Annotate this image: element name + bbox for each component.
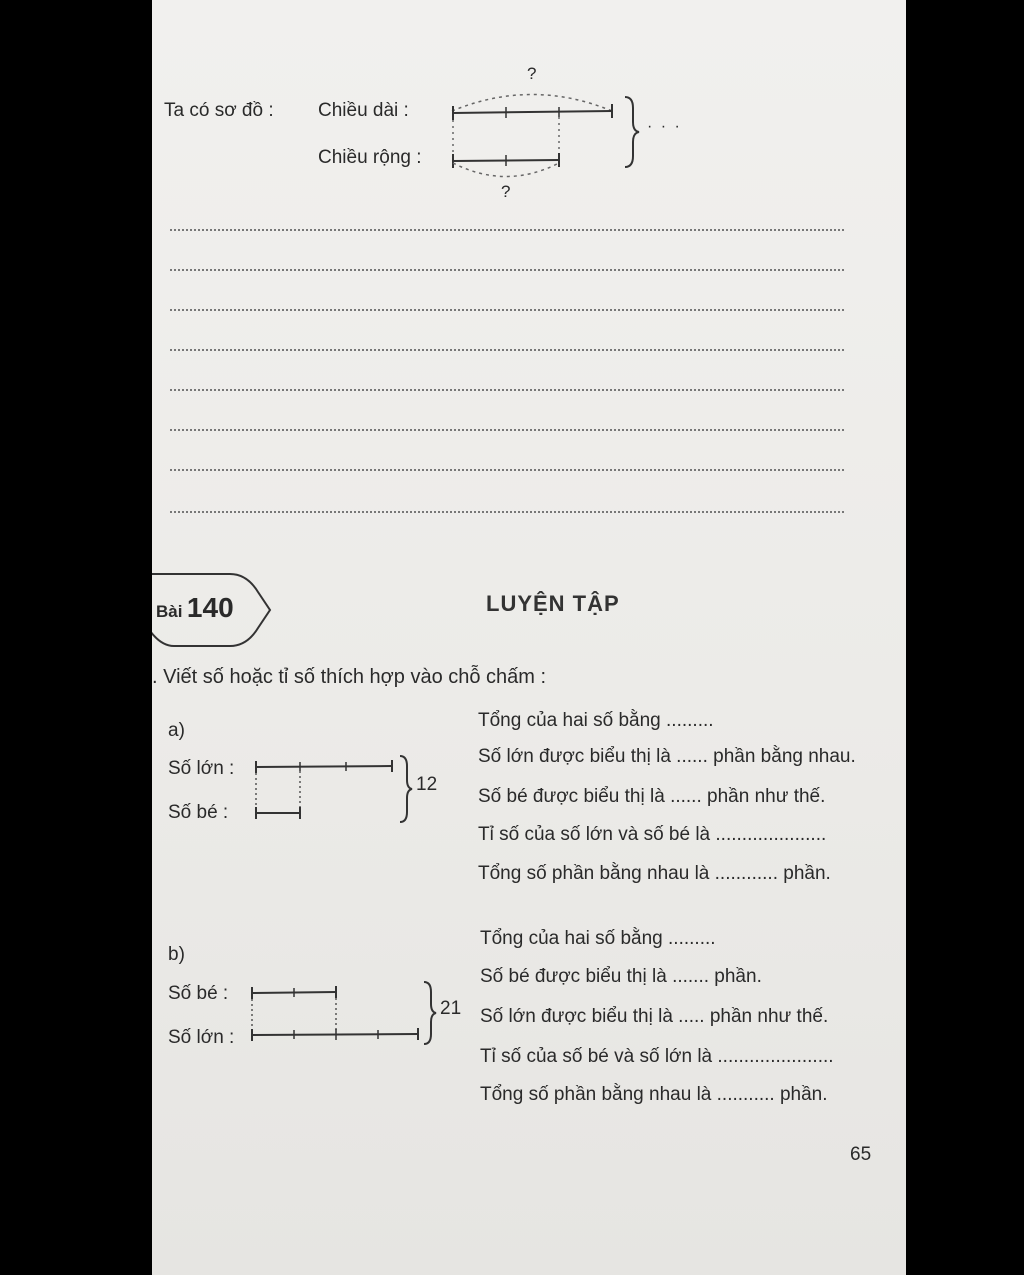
answer-line[interactable] — [170, 469, 844, 471]
part-b-total: 21 — [440, 998, 462, 1019]
answer-line[interactable] — [170, 389, 844, 391]
part-b-line-5: Tổng số phần bằng nhau là ........... phần. — [480, 1084, 828, 1105]
length-label: Chiều dài : — [318, 100, 409, 121]
part-a-line-3: Số bé được biểu thị là ...... phần như thế. — [478, 786, 826, 807]
answer-line[interactable] — [170, 429, 844, 431]
page-number: 65 — [850, 1144, 872, 1165]
answer-line[interactable] — [170, 349, 844, 351]
question-mark-top: ? — [527, 64, 537, 83]
part-a-big-label: Số lớn : — [168, 758, 235, 779]
lesson-badge — [156, 592, 234, 624]
question-mark-bottom: ? — [501, 182, 511, 201]
part-a-line-4: Tỉ số của số lớn và số bé là ..................... — [478, 824, 827, 845]
length-width-diagram — [152, 0, 906, 230]
part-b-big-label: Số lớn : — [168, 1027, 235, 1048]
brace-ellipsis: · · · — [647, 118, 682, 135]
answer-line[interactable] — [170, 511, 844, 513]
part-a-small-label: Số bé : — [168, 802, 229, 823]
part-b-label: b) — [168, 944, 185, 965]
diagram-intro: Ta có sơ đồ : — [164, 100, 274, 121]
part-a-line-1: Tổng của hai số bằng ......... — [478, 710, 714, 731]
part-b-segment-diagram — [152, 970, 462, 1060]
exercise-instruction: . Viết số hoặc tỉ số thích hợp vào chỗ chấm : — [152, 666, 547, 688]
part-a-line-5: Tổng số phần bằng nhau là ............ phần. — [478, 863, 831, 884]
lesson-badge-word: Bài — [156, 602, 183, 621]
answer-line[interactable] — [170, 309, 844, 311]
part-b-line-2: Số bé được biểu thị là ....... phần. — [480, 966, 762, 987]
part-b-line-3: Số lớn được biểu thị là ..... phần như thế. — [480, 1006, 829, 1027]
width-label: Chiều rộng : — [318, 147, 422, 168]
answer-line[interactable] — [170, 269, 844, 271]
part-a-line-2: Số lớn được biểu thị là ...... phần bằng nhau. — [478, 746, 856, 767]
part-a-total: 12 — [416, 774, 438, 795]
answer-line[interactable] — [170, 229, 844, 231]
part-a-segment-diagram — [152, 740, 452, 840]
lesson-title: LUYỆN TẬP — [486, 591, 620, 616]
part-b-line-1: Tổng của hai số bằng ......... — [480, 928, 716, 949]
part-b-line-4: Tỉ số của số bé và số lớn là ...................... — [480, 1046, 834, 1067]
part-a-label: a) — [168, 720, 185, 741]
part-b-small-label: Số bé : — [168, 983, 229, 1004]
lesson-badge-number: 140 — [186, 592, 234, 623]
workbook-page — [152, 0, 906, 1275]
